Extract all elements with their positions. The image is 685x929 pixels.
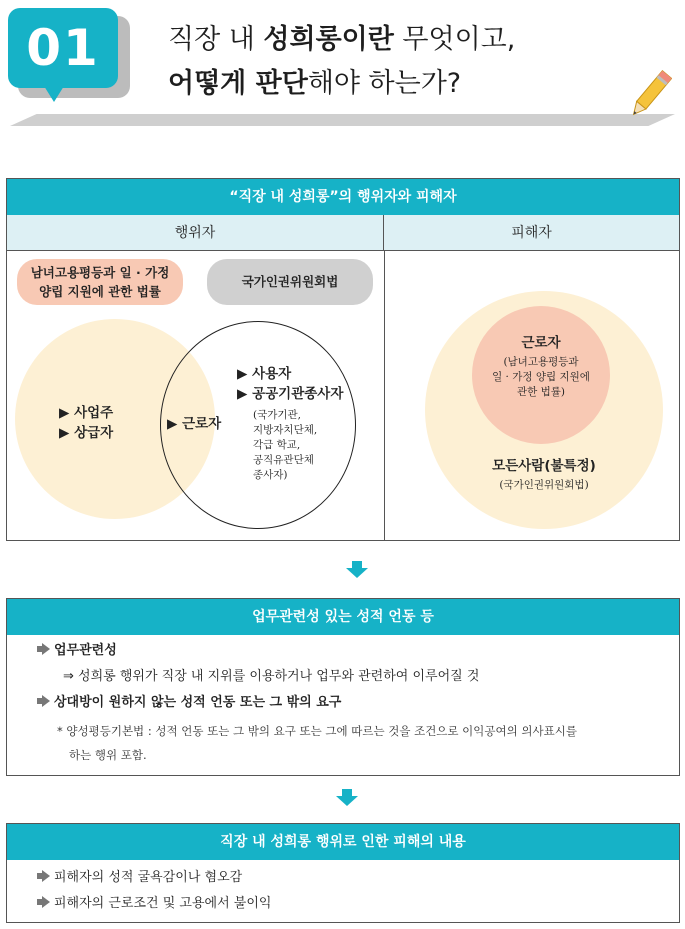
detail-line: 각급 학교, [253, 439, 301, 451]
actor-user: ▶ 사용자 [237, 366, 292, 382]
detail-line: 공직유관단체 [253, 454, 314, 466]
actor-public-worker: ▶ 공공기관종사자 [237, 386, 344, 402]
detail-line: 지방자치단체, [253, 424, 318, 436]
column-header-actor: 행위자 [7, 215, 384, 250]
criterion-work-related-desc: ⇒ 성희롱 행위가 직장 내 지위를 이용하거나 업무와 관련하여 이루어질 것 [63, 669, 480, 684]
gender-equality-note: * 양성평등기본법 : 성적 언동 또는 그 밖의 요구 또는 그에 따르는 것을 조건으로 이익공여의 의사표시를 [57, 724, 577, 738]
column-headers [7, 215, 679, 251]
arrow-right-icon [37, 695, 50, 707]
title-bold: 어떻게 판단 [168, 68, 308, 99]
harm-text: 피해자의 성적 굴욕감이나 혐오감 [54, 870, 243, 885]
work-related-conduct-section [6, 598, 680, 776]
flow-down-arrow-icon [336, 796, 358, 806]
detail-line: 종사자) [253, 469, 288, 481]
title-bold: 성희롱이란 [263, 24, 394, 55]
actor-victim-section [6, 178, 680, 541]
page-title [168, 18, 515, 106]
actor-superior: ▶ 상급자 [59, 425, 114, 441]
harm-text: 피해자의 근로조건 및 고용에서 불이익 [54, 896, 272, 911]
section-heading: 업무관련성 있는 성적 언동 등 [7, 599, 679, 635]
title-part: 해야 하는가? [307, 68, 462, 99]
section-heading: 직장 내 성희롱 행위로 인한 피해의 내용 [7, 824, 679, 860]
criterion-work-related [37, 641, 117, 661]
gender-equality-note-cont: 하는 행위 포함. [69, 748, 147, 762]
victim-all: 모든사람(불특정) [492, 458, 596, 474]
actor-worker: ▶ 근로자 [167, 416, 222, 432]
badge-tail [44, 86, 64, 102]
page-header [0, 0, 685, 135]
detail-line: (국가기관, [253, 409, 302, 421]
victim-worker-detail [462, 355, 620, 400]
header-underline-bar [10, 114, 675, 126]
harm-item [37, 868, 242, 888]
actor-victim-diagram [7, 251, 679, 540]
detail-line: 관한 법률) [516, 386, 565, 398]
flow-down-arrow-icon [346, 568, 368, 578]
arrow-right-icon [37, 896, 50, 908]
pencil-icon [626, 66, 672, 126]
actor-employer: ▶ 사업주 [59, 405, 114, 421]
criterion-title: 업무관련성 [54, 643, 117, 658]
arrow-right-icon [37, 643, 50, 655]
detail-line: 일 · 가정 양립 지원에 [492, 371, 590, 383]
arrow-right-icon [37, 870, 50, 882]
column-header-victim: 피해자 [511, 225, 552, 241]
law-badge-equal-employment [17, 259, 183, 305]
harm-section [6, 823, 680, 923]
section-heading: “직장 내 성희롱”의 행위자와 피해자 [7, 179, 679, 215]
harm-item [37, 894, 271, 914]
criterion-unwanted-conduct [37, 693, 341, 713]
victim-all-detail: (국가인권위원회법) [499, 479, 589, 491]
criterion-title: 상대방이 원하지 않는 성적 언동 또는 그 밖의 요구 [54, 695, 342, 710]
law-badge-human-rights: 국가인권위원회법 [207, 259, 373, 305]
title-part: 직장 내 [168, 24, 264, 55]
law-label: 남녀고용평등과 일 · 가정 [30, 265, 170, 280]
law-label: 양립 지원에 관한 법률 [39, 284, 161, 299]
section-number: 01 [26, 19, 100, 77]
title-part: 무엇이고, [393, 24, 516, 55]
victim-worker: 근로자 [521, 335, 561, 351]
public-worker-detail [253, 408, 317, 483]
column-divider [384, 251, 385, 540]
detail-line: (남녀고용평등과 [503, 356, 579, 368]
